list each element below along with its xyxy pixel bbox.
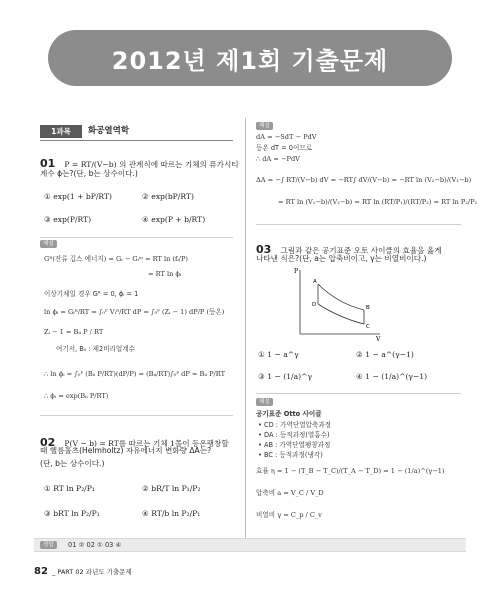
question-stem-cont: 때 헬름홀츠(Helmholtz) 자유에너지 변화량 ΔA는? <box>40 446 212 455</box>
separator <box>40 415 233 416</box>
option-2: ② bR/T ln P₁/P₂ <box>142 484 201 493</box>
option-4: ④ RT/b ln P₂/P₁ <box>142 509 201 518</box>
question-number: 03 <box>256 243 272 256</box>
question-stem: P = RT/(V−b) 의 관계식에 따르는 기체의 퓨가시티 <box>64 160 239 169</box>
option-4: ④ 1 − (1/a)^(γ−1) <box>356 372 428 381</box>
footer-text: _ PART 02 과년도 기출문제 <box>52 568 132 576</box>
solution-line: Gᴿ(잔류 깁스 에너지) = Gᵢ − Gᵢⁱᵍ = RT ln (fᵢ/P) <box>44 255 188 263</box>
section-divider <box>40 140 233 141</box>
question-stem: 그림과 같은 공기표준 오토 사이클의 효율을 옳게 <box>280 246 442 255</box>
solution-tag: 해설 <box>40 240 57 248</box>
solution-line: ∴ ln ϕᵢ = ∫₀ᴾ (Bᵢᵢ P/RT)(dP/P) = (Bᵢᵢ/RT)∫₀ᴾ dP = Bᵢᵢ P/RT <box>44 370 226 378</box>
answer-bar <box>34 538 466 552</box>
solution-line: ln ϕᵢ = Gᵢᴿ/RT = ∫₀ᴾ Vᵢᴿ/RT dP = ∫₀ᴾ (Zᵢ − 1) dP/P (등온) <box>44 308 225 316</box>
question-stem-cont: 계수 ϕ는?(단, b는 상수이다.) <box>40 169 138 178</box>
solution-line: = RT ln (V₁−b)/(V₂−b) = RT ln (RT/P₁)/(RT/P₂) = RT ln P₂/P₁ <box>278 198 478 206</box>
point-b: B <box>366 305 370 311</box>
page-title: 2012년 제1회 기출문제 <box>111 46 389 75</box>
option-3: ③ 1 − (1/a)^γ <box>258 372 312 381</box>
solution-line: ∴ dA = −PdV <box>256 155 300 163</box>
otto-cycle-diagram <box>292 264 384 342</box>
separator <box>256 393 461 394</box>
option-3: ③ bRT ln P₂/P₁ <box>44 509 100 518</box>
solution-line: 등온 dT = 0이므로 <box>256 144 313 152</box>
solution-item: • DA : 등적과정(열흡수) <box>258 431 330 439</box>
solution-title: 공기표준 Otto 사이클 <box>256 410 322 418</box>
curve-ab <box>318 284 364 310</box>
option-2: ② 1 − a^(γ−1) <box>356 350 414 359</box>
separator <box>40 237 233 238</box>
solution-tag: 해설 <box>256 122 273 130</box>
solution-item: • AB : 가역단열팽창과정 <box>258 441 331 449</box>
solution-line: 압축비 a = V_C / V_D <box>256 489 324 497</box>
option-1: ① 1 − a^γ <box>258 350 299 359</box>
solution-line: 여기서, Bᵢᵢ : 제2비리얼계수 <box>56 345 136 353</box>
solution-line: ΔA = −∫ RT/(V−b) dV = −RT∫ dV/(V−b) = −RT ln (V₂−b)/(V₁−b) <box>256 176 472 184</box>
option-1: ① exp(1 + bP/RT) <box>44 192 112 201</box>
question-stem-cont: 나타낸 식은?(단, a는 압축비이고, γ는 비열비이다.) <box>256 254 427 263</box>
page-number: 82 <box>34 566 48 577</box>
curve-cd <box>318 304 364 324</box>
title-banner <box>48 30 452 86</box>
axis-label-v: V <box>376 336 381 342</box>
solution-item: • CD : 가역단열압축과정 <box>258 421 332 429</box>
solution-tag: 해설 <box>256 398 273 406</box>
option-3: ③ exp(P/RT) <box>44 215 92 224</box>
section-title: 화공열역학 <box>88 126 130 136</box>
question-number: 02 <box>40 436 56 449</box>
axis-label-p: P <box>294 268 299 275</box>
solution-line: 효율 η = 1 − (T_B − T_C)/(T_A − T_D) = 1 − (1/a)^(γ−1) <box>256 467 445 475</box>
section-number: 1과목 <box>40 125 82 138</box>
point-a: A <box>313 279 317 285</box>
point-d: D <box>312 302 317 308</box>
point-c: C <box>366 324 370 330</box>
option-1: ① RT ln P₂/P₁ <box>44 484 95 493</box>
solution-line: = RT ln ϕᵢ <box>148 270 182 278</box>
option-4: ④ exp(P + b/RT) <box>142 215 206 224</box>
question-number: 01 <box>40 157 56 170</box>
question-stem-cont: (단, b는 상수이다.) <box>40 459 105 468</box>
answer-text: 01 ② 02 ① 03 ④ <box>68 540 122 549</box>
solution-line: dA = −SdT − PdV <box>256 133 317 141</box>
solution-item: • BC : 등적과정(냉각) <box>258 451 323 459</box>
column-divider <box>245 118 246 548</box>
solution-line: Zᵢ − 1 = Bᵢᵢ P / RT <box>44 328 104 336</box>
answer-label: 정답 <box>40 541 57 549</box>
separator <box>256 224 461 225</box>
solution-line: 이상기체일 경우 Gᴿ = 0, ϕᵢ = 1 <box>44 290 139 298</box>
solution-line: 비열비 γ = C_p / C_v <box>256 511 322 519</box>
option-2: ② exp(bP/RT) <box>142 192 194 201</box>
solution-line: ∴ ϕᵢ = exp(Bᵢᵢ P/RT) <box>44 392 109 400</box>
question-stem: P(V − b) = RT를 따르는 기체 1몰이 등온팽창할 <box>64 439 229 448</box>
